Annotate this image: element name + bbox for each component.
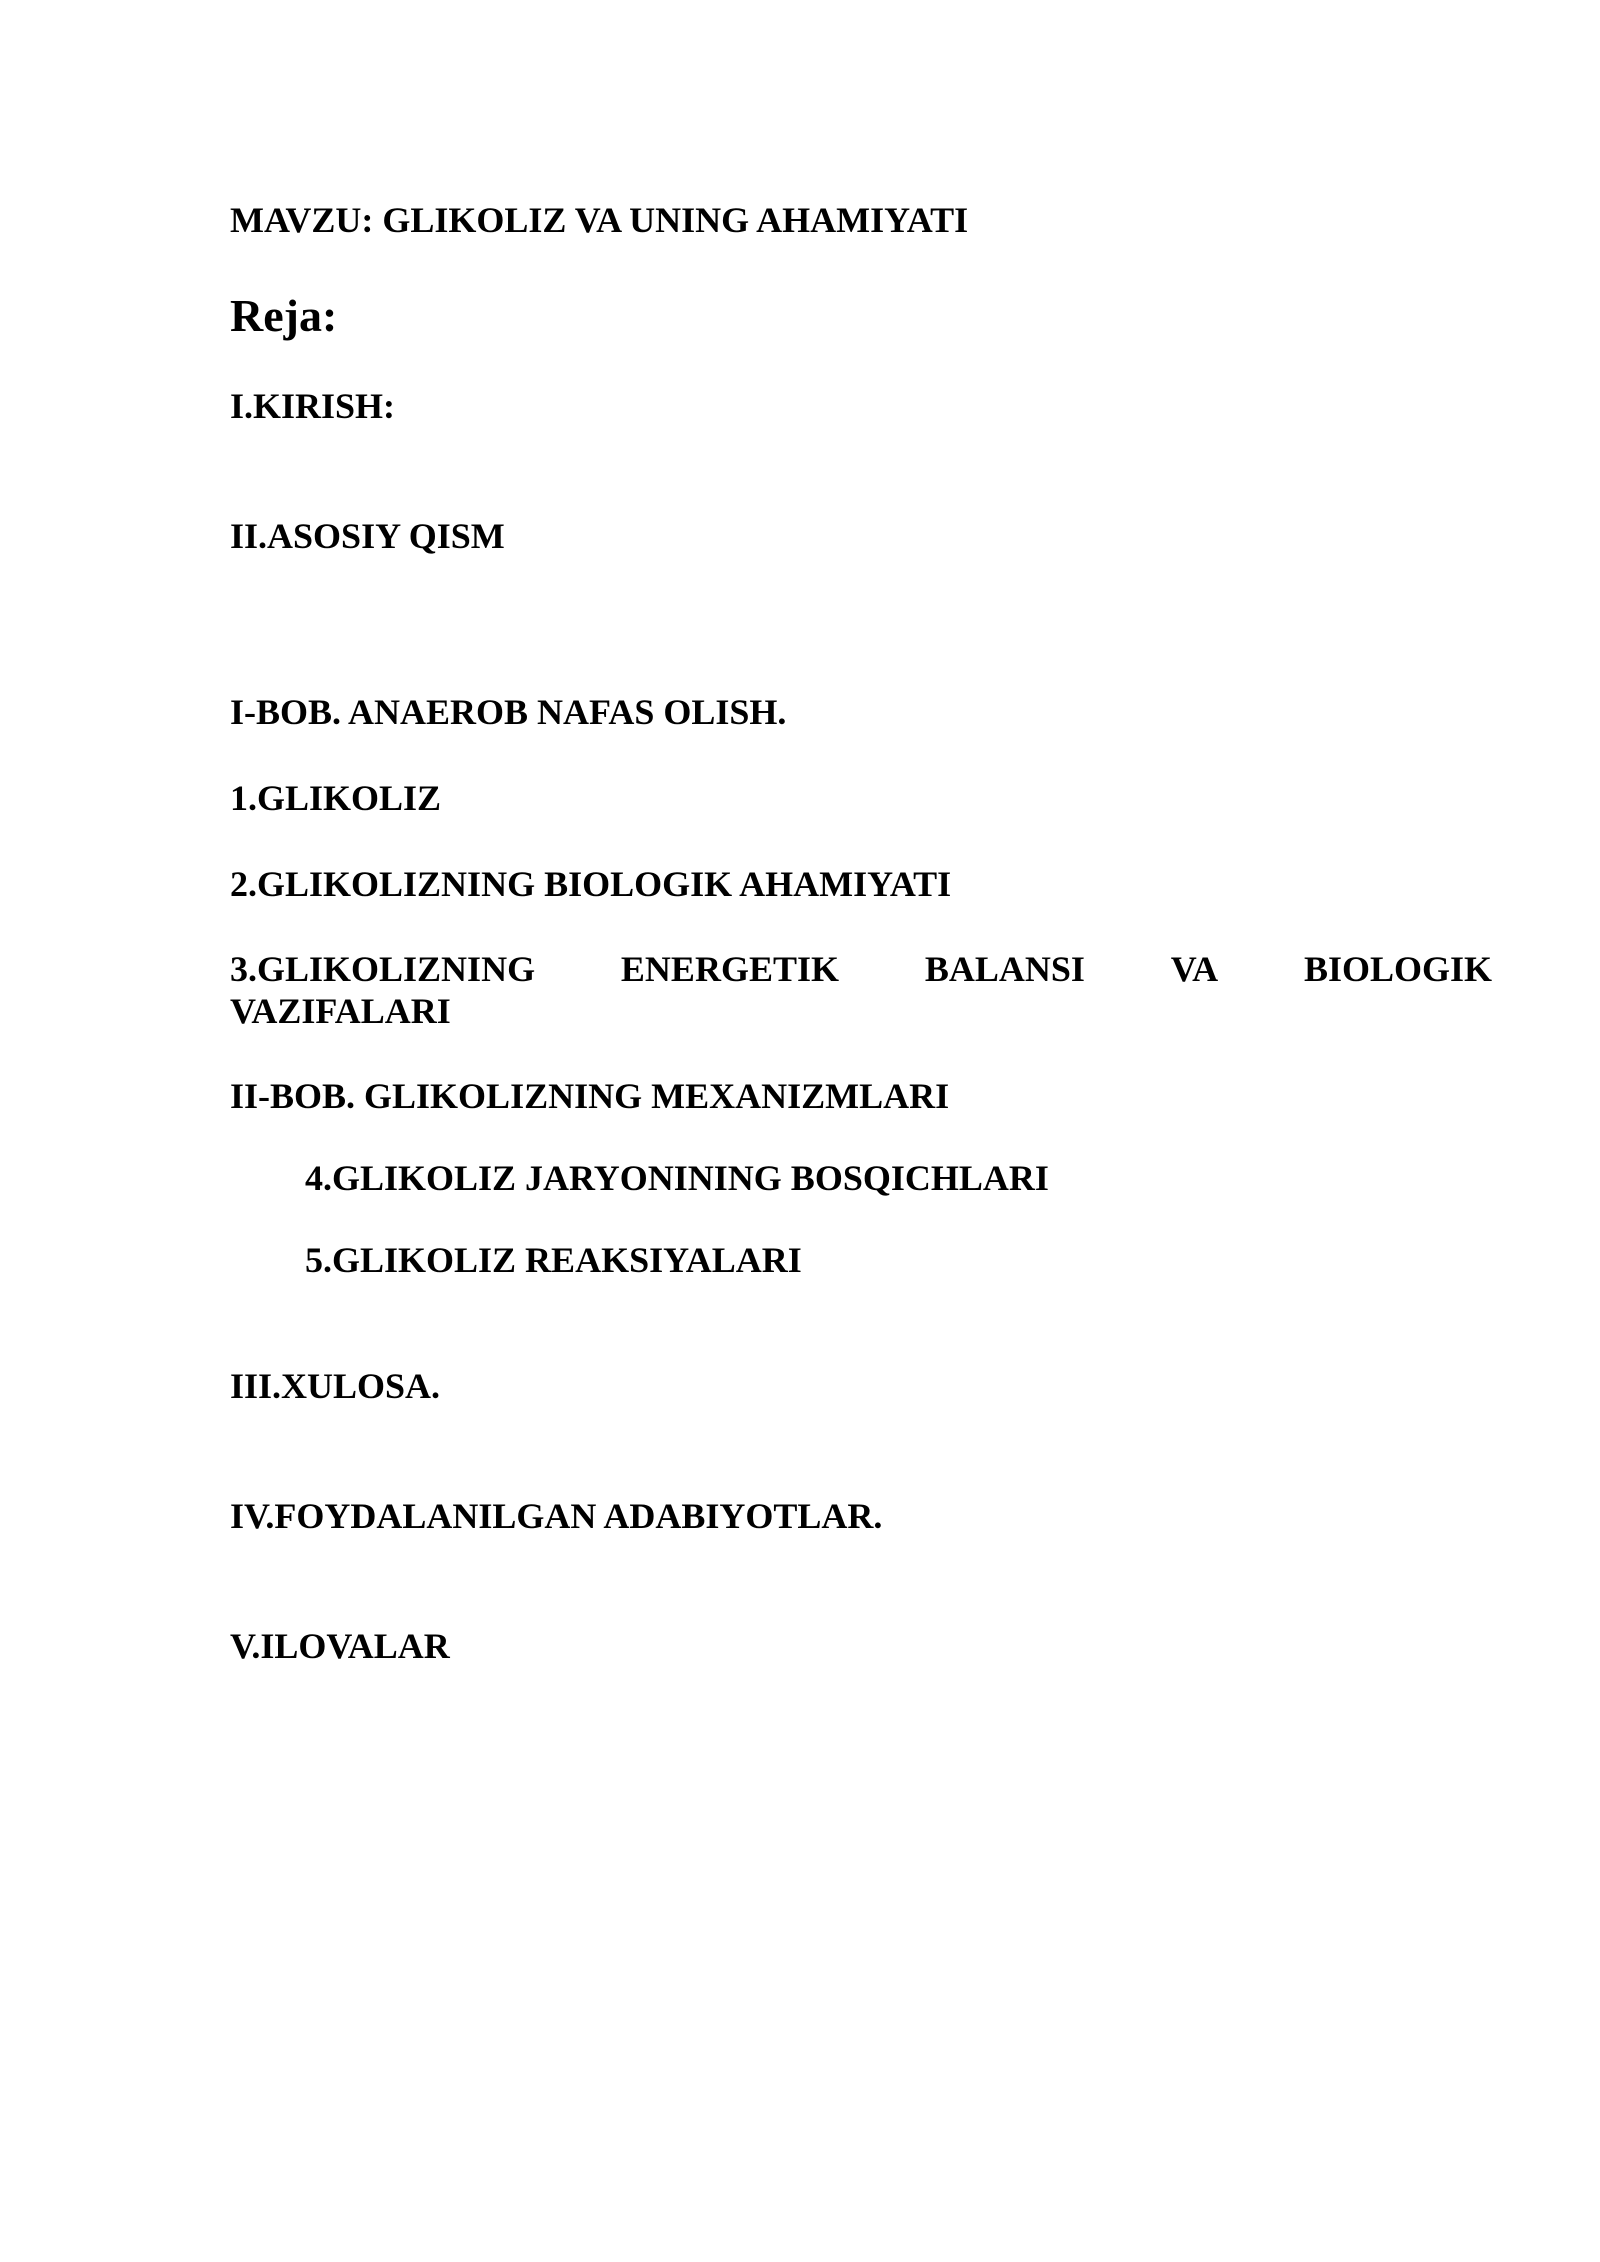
plan-item-3 [230,948,1492,1032]
plan-item-ilovalar: V.ILOVALAR [230,1626,450,1666]
plan-heading: Reja: [230,290,338,341]
plan-item-3-continuation: VAZIFALARI [230,991,451,1031]
plan-item-bob2: II-BOB. GLIKOLIZNING MEXANIZMLARI [230,1076,950,1116]
plan-item-3-first-line [230,948,1492,990]
plan-item-5: 5.GLIKOLIZ REAKSIYALARI [305,1240,802,1280]
plan-item-2: 2.GLIKOLIZNING BIOLOGIK AHAMIYATI [230,864,952,904]
plan-item-xulosa: III.XULOSA. [230,1366,441,1406]
plan-item-1: 1.GLIKOLIZ [230,778,442,818]
plan-item-3-word: 3.GLIKOLIZNING [230,949,536,989]
plan-item-3-word: ENERGETIK [620,949,839,989]
plan-item-3-word: VA [1170,949,1219,989]
plan-item-kirish: I.KIRISH: [230,386,396,426]
plan-item-bob1: I-BOB. ANAEROB NAFAS OLISH. [230,692,787,732]
plan-item-asosiy: II.ASOSIY QISM [230,516,505,556]
plan-item-foydalanilgan: IV.FOYDALANILGAN ADABIYOTLAR. [230,1496,883,1536]
document-title: MAVZU: GLIKOLIZ VA UNING AHAMIYATI [230,200,969,240]
plan-item-3-word: BIOLOGIK [1303,949,1492,989]
plan-item-3-word: BALANSI [924,949,1085,989]
plan-item-4: 4.GLIKOLIZ JARYONINING BOSQICHLARI [305,1158,1049,1198]
